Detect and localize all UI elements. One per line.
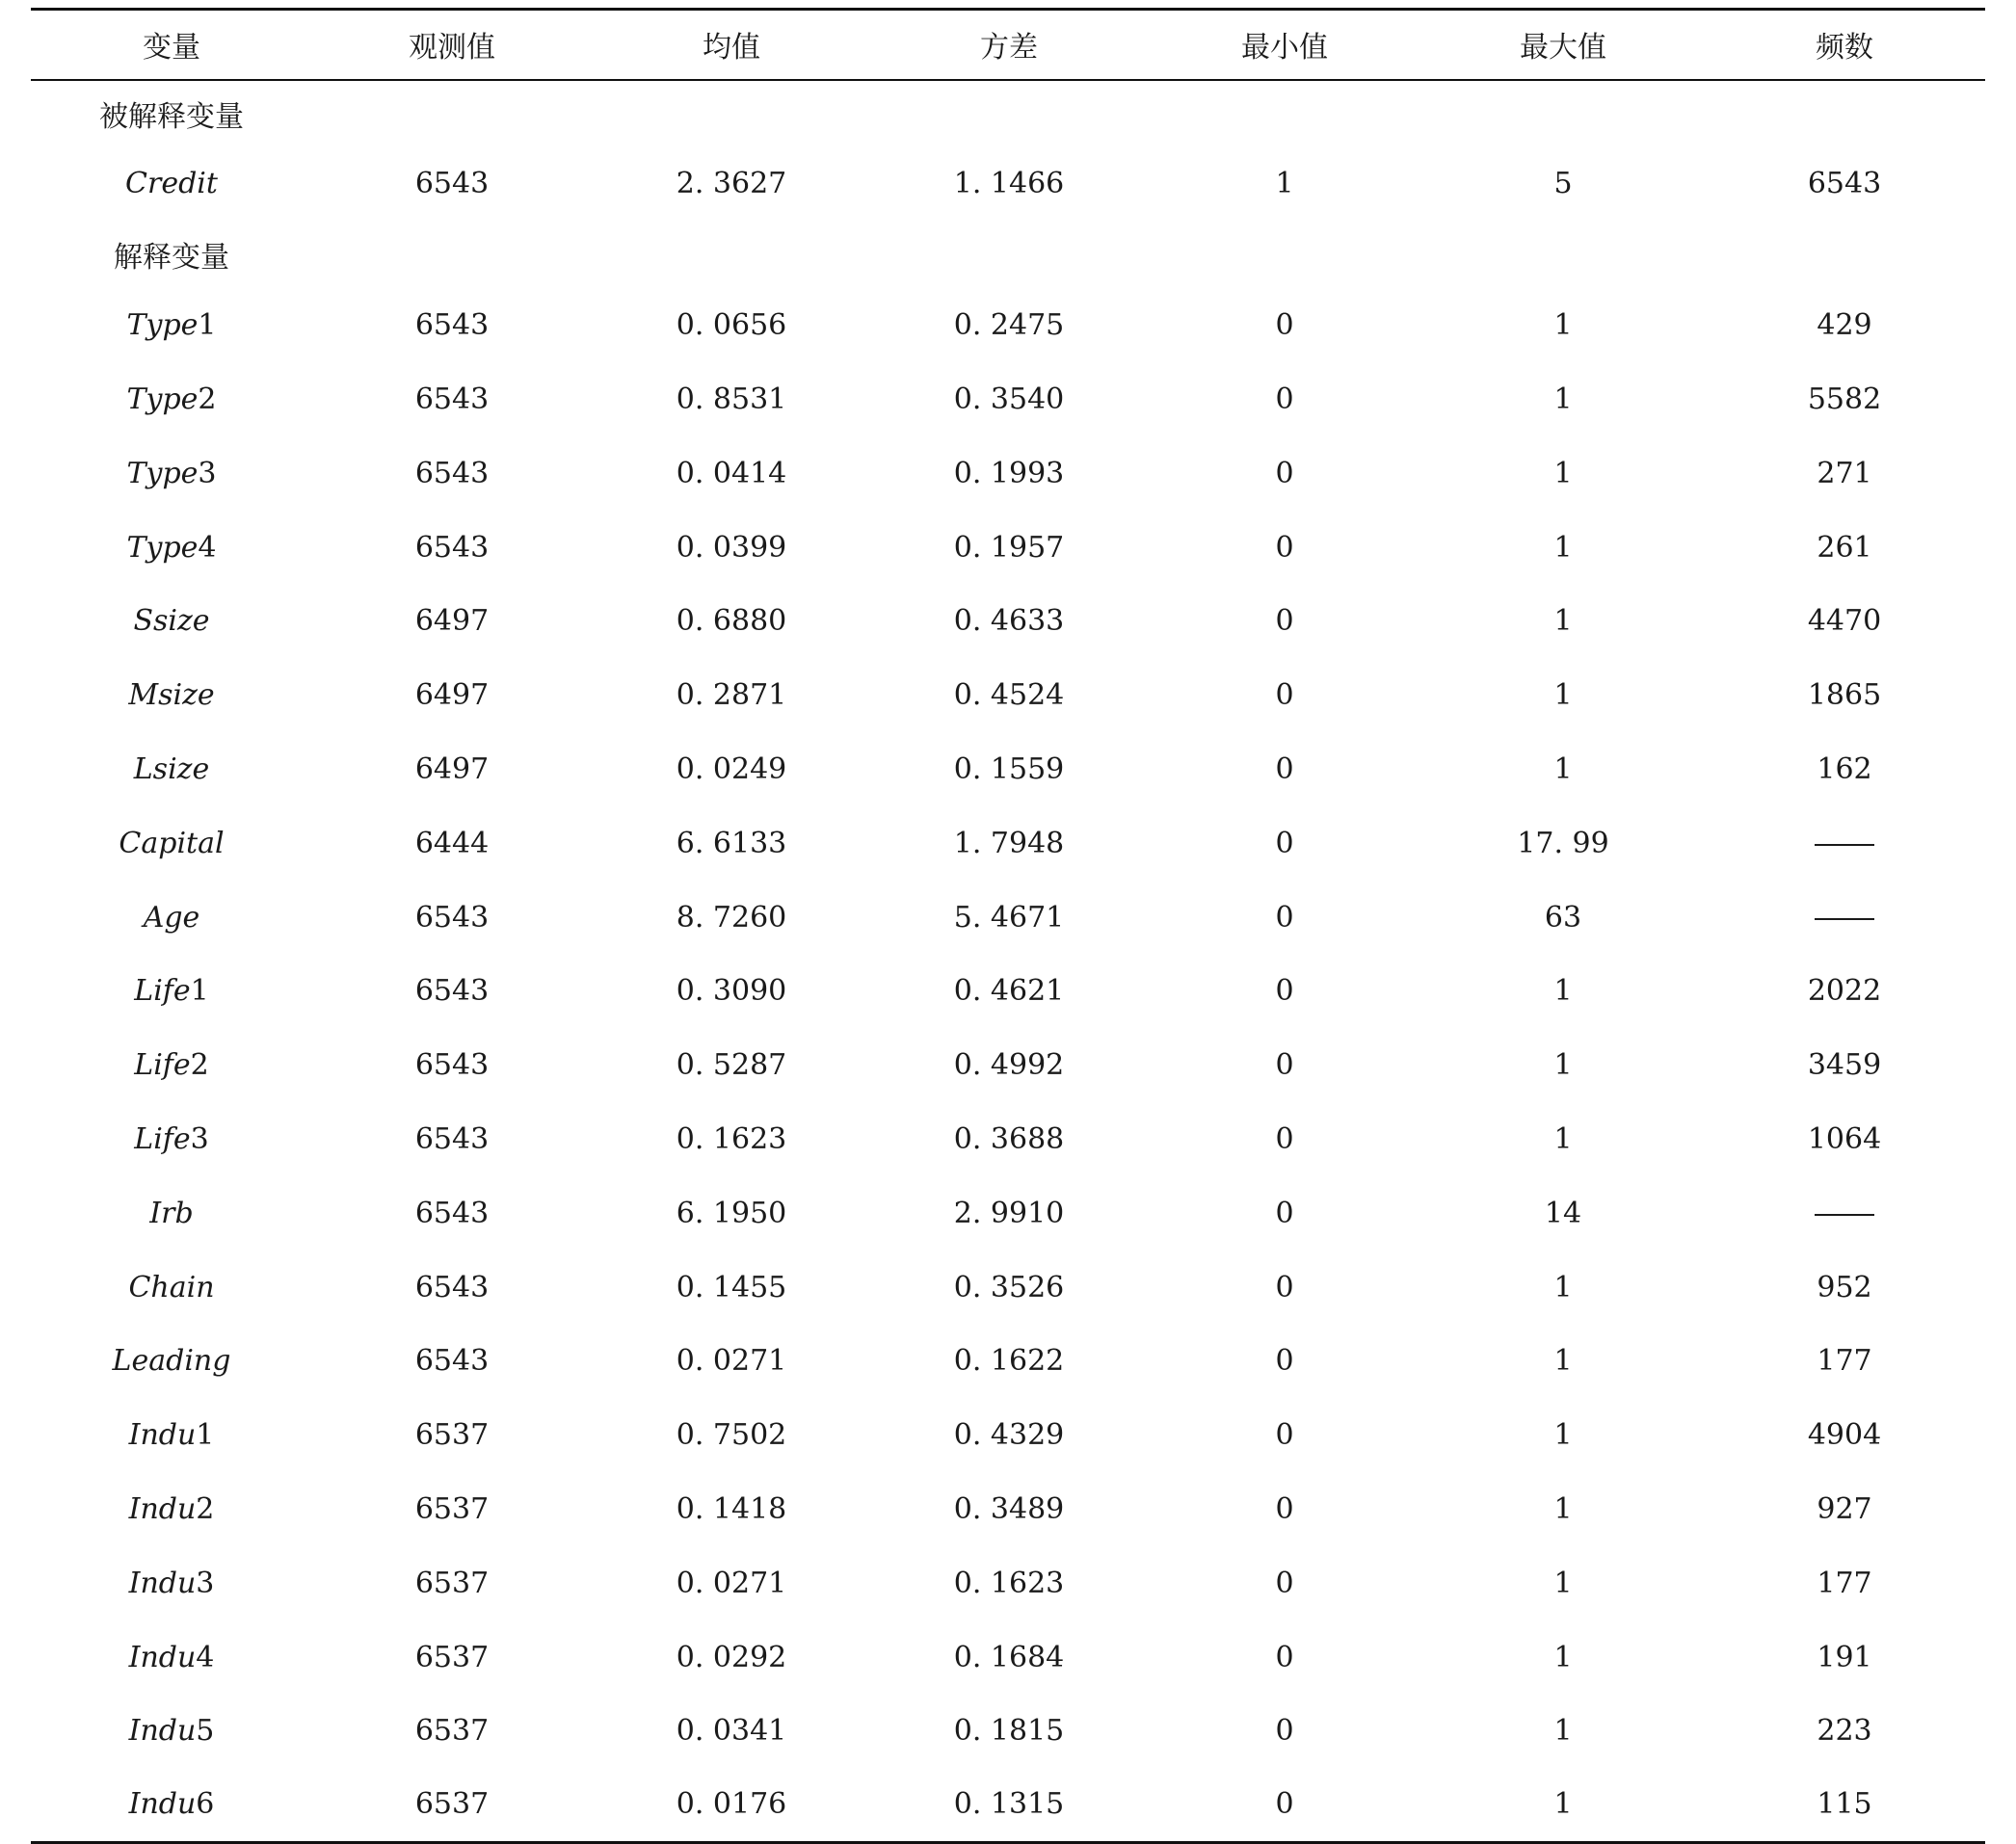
variance-cell: 0. 1622: [953, 1344, 1065, 1379]
max-cell: 1: [1553, 751, 1573, 786]
dash-mark: [1815, 918, 1874, 920]
header-variable: 变量: [31, 10, 312, 80]
table-header: [31, 10, 1985, 80]
variable-name-cell: [31, 1176, 312, 1251]
mean-cell: 0. 0249: [676, 751, 787, 786]
variable-name-cell: [31, 1768, 312, 1842]
variance-cell: 1. 1466: [953, 167, 1065, 201]
observations-cell: 6537: [414, 1566, 490, 1600]
variable-name-cell: [31, 1398, 312, 1472]
variable-name: Life: [134, 1048, 191, 1083]
frequency-cell: 271: [1817, 456, 1872, 490]
variance-cell: 0. 4992: [953, 1048, 1065, 1083]
variable-name-cell: [31, 147, 312, 222]
variable-name-cell: [31, 511, 312, 585]
max-cell: 1: [1422, 1768, 1704, 1842]
variable-index: 4: [198, 530, 217, 565]
variable-name-cell: [31, 658, 312, 732]
variable-name-cell: [31, 1546, 312, 1620]
variable-index: 2: [196, 1491, 215, 1526]
max-cell: 1: [1553, 1048, 1573, 1083]
min-cell: 0: [1275, 604, 1294, 639]
table-body: [31, 80, 1985, 1843]
header-observations: 观测值: [312, 10, 592, 80]
observations-cell: 6543: [414, 456, 490, 490]
observations-cell: 6444: [414, 826, 490, 860]
max-cell: 5: [1553, 167, 1573, 201]
frequency-cell: 3459: [1807, 1048, 1882, 1083]
variable-name-cell: [31, 1251, 312, 1325]
variable-name: Type: [126, 308, 199, 343]
variable-name-cell: [31, 1028, 312, 1102]
variable-name: Capital: [119, 826, 225, 860]
mean-cell: 0. 6880: [676, 604, 787, 639]
table-row: [31, 1620, 1985, 1695]
max-cell: 1: [1553, 678, 1573, 713]
table-row: [31, 288, 1985, 362]
min-cell: 0: [1275, 456, 1294, 490]
frequency-cell: 1064: [1807, 1121, 1882, 1156]
observations-cell: 6537: [312, 1768, 592, 1842]
mean-cell: 6. 6133: [676, 826, 787, 860]
variable-name-cell: [31, 1694, 312, 1768]
mean-cell: 0. 0271: [676, 1344, 787, 1379]
table-row: [31, 1324, 1985, 1398]
variable-index: 1: [196, 1418, 215, 1453]
table-row: [31, 1398, 1985, 1472]
max-cell: 1: [1553, 1714, 1573, 1749]
variable-name-cell: [31, 881, 312, 955]
variable-index: 3: [198, 456, 217, 490]
frequency-cell: 177: [1817, 1566, 1872, 1600]
header-row: [31, 10, 1985, 80]
frequency-cell: 5582: [1807, 382, 1882, 416]
variable-name: Life: [134, 1121, 191, 1156]
variance-cell: 0. 4621: [953, 974, 1065, 1009]
variable-name: Type: [126, 456, 199, 490]
frequency-cell: [1704, 806, 1985, 881]
min-cell: 0: [1275, 1714, 1294, 1749]
max-cell: 1: [1553, 456, 1573, 490]
table-row: [31, 1176, 1985, 1251]
section-row: [31, 221, 1985, 288]
variance-cell: 0. 3688: [953, 1121, 1065, 1156]
mean-cell: 0. 5287: [676, 1048, 787, 1083]
variance-cell: 0. 1623: [953, 1566, 1065, 1600]
variance-cell: 0. 3489: [953, 1491, 1065, 1526]
variable-index: 2: [190, 1048, 209, 1083]
min-cell: 0: [1147, 1768, 1422, 1842]
variable-index: 1: [198, 308, 217, 343]
observations-cell: 6537: [414, 1714, 490, 1749]
table-row: [31, 658, 1985, 732]
mean-cell: 8. 7260: [676, 900, 787, 935]
variance-cell: 1. 7948: [953, 826, 1065, 860]
observations-cell: 6537: [414, 1418, 490, 1453]
variance-cell: 0. 4524: [953, 678, 1065, 713]
mean-cell: 0. 0414: [676, 456, 787, 490]
max-cell: 1: [1553, 1640, 1573, 1674]
variance-cell: 0. 1815: [953, 1714, 1065, 1749]
variance-cell: 0. 4633: [953, 604, 1065, 639]
frequency-cell: 927: [1817, 1491, 1872, 1526]
mean-cell: 0. 1623: [676, 1121, 787, 1156]
observations-cell: 6543: [414, 530, 490, 565]
table-row: [31, 806, 1985, 881]
min-cell: 0: [1275, 900, 1294, 935]
max-cell: 1: [1553, 1344, 1573, 1379]
observations-cell: 6543: [414, 1048, 490, 1083]
max-cell: 17. 99: [1517, 826, 1609, 860]
observations-cell: 6543: [414, 1344, 490, 1379]
mean-cell: 0. 1418: [676, 1491, 787, 1526]
observations-cell: 6537: [414, 1640, 490, 1674]
variable-index: 3: [196, 1566, 215, 1600]
observations-cell: 6543: [414, 1196, 490, 1230]
variable-name: Life: [134, 974, 191, 1009]
table-row: [31, 1546, 1985, 1620]
mean-cell: 0. 8531: [676, 382, 787, 416]
table-row: [31, 881, 1985, 955]
dash-mark: [1815, 1214, 1874, 1216]
min-cell: 0: [1275, 974, 1294, 1009]
min-cell: 0: [1275, 382, 1294, 416]
variable-index: 3: [190, 1121, 209, 1156]
variable-name: Type: [126, 530, 199, 565]
table-row: [31, 1028, 1985, 1102]
mean-cell: 0. 7502: [676, 1418, 787, 1453]
variable-name-cell: [31, 954, 312, 1028]
mean-cell: 2. 3627: [676, 167, 787, 201]
variable-name: Type: [126, 382, 199, 416]
observations-cell: 6497: [414, 751, 490, 786]
table-row: [31, 362, 1985, 436]
frequency-cell: 191: [1817, 1640, 1872, 1674]
min-cell: 0: [1275, 1491, 1294, 1526]
mean-cell: 0. 0656: [676, 308, 787, 343]
table-row: [31, 511, 1985, 585]
min-cell: 0: [1275, 1048, 1294, 1083]
mean-cell: 0. 2871: [676, 678, 787, 713]
min-cell: 0: [1275, 530, 1294, 565]
frequency-cell: 952: [1817, 1270, 1872, 1304]
section-label: 被解释变量: [99, 100, 244, 134]
observations-cell: 6543: [414, 308, 490, 343]
table-row: [31, 732, 1985, 806]
max-cell: 1: [1553, 1121, 1573, 1156]
variable-index: 5: [196, 1714, 215, 1749]
max-cell: 1: [1553, 530, 1573, 565]
variable-name-cell: [31, 1620, 312, 1695]
variable-name: Indu: [128, 1491, 197, 1526]
variable-name-cell: [31, 436, 312, 511]
variable-name-cell: [31, 732, 312, 806]
variance-cell: 0. 1315: [871, 1768, 1147, 1842]
frequency-cell: 177: [1817, 1344, 1872, 1379]
variance-cell: 5. 4671: [953, 900, 1065, 935]
table-row: [31, 1251, 1985, 1325]
variable-name-cell: [31, 1472, 312, 1546]
variable-name-cell: [31, 362, 312, 436]
table-row: [31, 1694, 1985, 1768]
variance-cell: 2. 9910: [953, 1196, 1065, 1230]
section-row: [31, 80, 1985, 147]
variable-index: 6: [196, 1787, 215, 1822]
frequency-cell: 115: [1704, 1768, 1985, 1842]
mean-cell: 0. 0399: [676, 530, 787, 565]
table-row: [31, 584, 1985, 658]
variable-name: Indu: [128, 1714, 197, 1749]
variable-name-cell: [31, 288, 312, 362]
mean-cell: 0. 1455: [676, 1270, 787, 1304]
min-cell: 0: [1275, 826, 1294, 860]
variable-name-cell: [31, 584, 312, 658]
min-cell: 0: [1275, 678, 1294, 713]
variable-name: Leading: [112, 1344, 231, 1379]
variable-name: Credit: [125, 167, 218, 201]
variance-cell: 0. 2475: [953, 308, 1065, 343]
frequency-cell: 1865: [1807, 678, 1882, 713]
mean-cell: 0. 3090: [676, 974, 787, 1009]
frequency-cell: 429: [1817, 308, 1872, 343]
max-cell: 1: [1553, 382, 1573, 416]
min-cell: 0: [1275, 308, 1294, 343]
variance-cell: 0. 1957: [953, 530, 1065, 565]
observations-cell: 6543: [414, 1270, 490, 1304]
variable-name: Indu: [128, 1566, 197, 1600]
descriptive-statistics-table: [31, 8, 1985, 1844]
observations-cell: 6543: [414, 900, 490, 935]
mean-cell: 0. 0341: [676, 1714, 787, 1749]
section-label: 解释变量: [114, 241, 229, 276]
variance-cell: 0. 1684: [953, 1640, 1065, 1674]
table-row: [31, 1102, 1985, 1176]
variance-cell: 0. 1559: [953, 751, 1065, 786]
frequency-cell: 6543: [1807, 167, 1882, 201]
variable-index: 2: [198, 382, 217, 416]
max-cell: 1: [1553, 604, 1573, 639]
max-cell: 1: [1553, 974, 1573, 1009]
frequency-cell: 2022: [1807, 974, 1882, 1009]
max-cell: 1: [1553, 1270, 1573, 1304]
observations-cell: 6537: [414, 1491, 490, 1526]
frequency-cell: 261: [1817, 530, 1872, 565]
header-variance: 方差: [871, 10, 1147, 80]
min-cell: 0: [1275, 1566, 1294, 1600]
variable-name: Indu: [128, 1787, 197, 1822]
mean-cell: 0. 0271: [676, 1566, 787, 1600]
variance-cell: 0. 3540: [953, 382, 1065, 416]
header-mean: 均值: [592, 10, 871, 80]
min-cell: 0: [1275, 1418, 1294, 1453]
variable-index: 1: [190, 974, 209, 1009]
min-cell: 0: [1275, 1121, 1294, 1156]
variable-name: Irb: [149, 1196, 194, 1230]
frequency-cell: 223: [1817, 1714, 1872, 1749]
variable-name: Indu: [128, 1418, 197, 1453]
variable-index: 4: [196, 1640, 215, 1674]
max-cell: 63: [1544, 900, 1582, 935]
header-min: 最小值: [1147, 10, 1422, 80]
frequency-cell: 4470: [1807, 604, 1882, 639]
max-cell: 1: [1553, 308, 1573, 343]
variable-name: Age: [143, 900, 200, 935]
table-row: [31, 436, 1985, 511]
frequency-cell: [1704, 881, 1985, 955]
observations-cell: 6543: [414, 167, 490, 201]
mean-cell: 6. 1950: [676, 1196, 787, 1230]
table-row: [31, 954, 1985, 1028]
min-cell: 0: [1275, 1640, 1294, 1674]
observations-cell: 6543: [414, 974, 490, 1009]
variable-name-cell: [31, 806, 312, 881]
max-cell: 1: [1553, 1418, 1573, 1453]
frequency-cell: [1704, 1176, 1985, 1251]
max-cell: 14: [1544, 1196, 1582, 1230]
max-cell: 1: [1553, 1566, 1573, 1600]
variable-name-cell: [31, 1102, 312, 1176]
frequency-cell: 4904: [1807, 1418, 1882, 1453]
observations-cell: 6497: [414, 604, 490, 639]
table-row: [31, 147, 1985, 222]
variable-name: Lsize: [133, 751, 210, 786]
variance-cell: 0. 1993: [953, 456, 1065, 490]
variable-name: Msize: [128, 678, 215, 713]
variable-name: Ssize: [133, 604, 210, 639]
dash-mark: [1815, 844, 1874, 846]
mean-cell: 0. 0292: [676, 1640, 787, 1674]
mean-cell: 0. 0176: [592, 1768, 871, 1842]
min-cell: 0: [1275, 1270, 1294, 1304]
min-cell: 0: [1275, 1344, 1294, 1379]
frequency-cell: 162: [1817, 751, 1872, 786]
max-cell: 1: [1553, 1491, 1573, 1526]
table-row: [31, 1472, 1985, 1546]
variable-name: Chain: [128, 1270, 215, 1304]
min-cell: 0: [1275, 1196, 1294, 1230]
header-max: 最大值: [1422, 10, 1704, 80]
min-cell: 1: [1275, 167, 1294, 201]
variable-name-cell: [31, 1324, 312, 1398]
table-row: [31, 1768, 1985, 1842]
variance-cell: 0. 3526: [953, 1270, 1065, 1304]
variance-cell: 0. 4329: [953, 1418, 1065, 1453]
observations-cell: 6497: [414, 678, 490, 713]
header-frequency: 频数: [1704, 10, 1985, 80]
observations-cell: 6543: [414, 1121, 490, 1156]
variable-name: Indu: [128, 1640, 197, 1674]
min-cell: 0: [1275, 751, 1294, 786]
observations-cell: 6543: [414, 382, 490, 416]
